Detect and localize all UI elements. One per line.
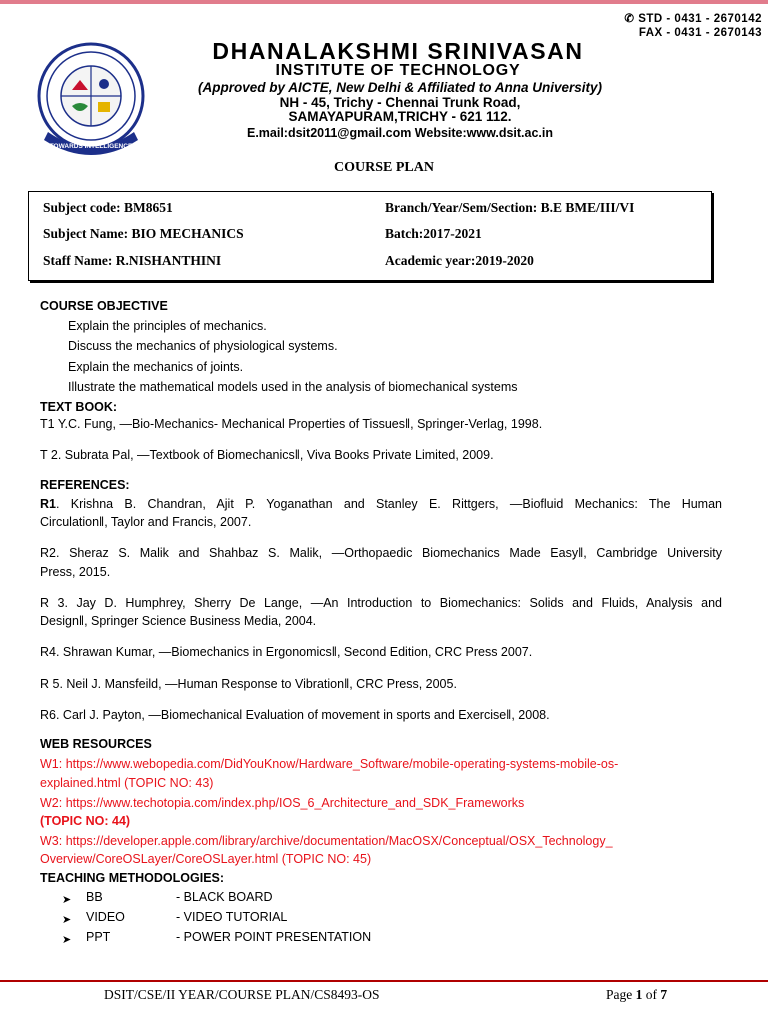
footer-doc-code: DSIT/CSE/II YEAR/COURSE PLAN/CS8493-OS [104,987,380,1002]
reference-r1-line2: Circulation‖, Taylor and Francis, 2007. [40,515,252,529]
page-prefix: Page [606,987,636,1002]
methods-heading: TEACHING METHODOLOGIES: [40,871,225,885]
reference-r6: R6. Carl J. Payton, ―Biomechanical Evaluation of movement in sports and Exercise‖, 2008. [40,708,550,722]
address-line-2: SAMAYAPURAM,TRICHY - 621 112. [288,109,512,124]
page-of: of [642,987,661,1002]
web-link-w1[interactable]: W1: https://www.webopedia.com/DidYouKnow/Hardware_Software/mobile-operating-systems-mobile-os- [40,757,619,771]
page-title: COURSE PLAN [334,160,434,175]
subject-name: Subject Name: BIO MECHANICS [43,226,244,241]
reference-r3-line2: Design‖, Springer Science Business Media, 2004. [40,614,317,628]
method-code: PPT [86,930,111,944]
top-color-bar [0,0,768,4]
method-desc: - POWER POINT PRESENTATION [176,930,372,944]
reference-r1-line1 [40,497,722,511]
objective-item: Illustrate the mathematical models used in the analysis of biomechanical systems [68,380,518,394]
reference-r5: R 5. Neil J. Mansfeild, ―Human Response to Vibration‖, CRC Press, 2005. [40,677,457,691]
approval-line: (Approved by AICTE, New Delhi & Affiliated to Anna University) [197,80,603,95]
subject-code: Subject code: BM8651 [43,200,173,215]
page-total: 7 [660,987,668,1002]
reference-r3-line1: R 3. Jay D. Humphrey, Sherry De Lange, ―An Introduction to Biomechanics: Solids and Fluids, Analysis and [40,596,722,610]
reference-r1-text: . Krishna B. Chandran, Ajit P. Yoganathan and Stanley E. Rittgers, ―Biofluid Mechanics: The Human [55,497,722,511]
references-heading: REFERENCES: [40,478,130,492]
contact-phones [624,12,762,40]
objective-item: Explain the mechanics of joints. [68,360,244,374]
fax-number: FAX - 0431 - 2670143 [638,27,762,39]
web-link-w2[interactable]: W2: https://www.techotopia.com/index.php/IOS_6_Architecture_and_SDK_Frameworks [40,796,525,810]
web-link-w1-cont[interactable]: explained.html (TOPIC NO: 43) [40,776,214,790]
method-code: BB [86,890,103,904]
web-link-w3[interactable]: W3: https://developer.apple.com/library/archive/documentation/MacOSX/Conceptual/OSX_Technology_ [40,834,613,848]
batch-info: Batch:2017-2021 [385,226,482,241]
objective-item: Discuss the mechanics of physiological systems. [68,339,338,353]
arrow-bullet-icon: ➤ [62,934,72,946]
email-website-line: E.mail:dsit2011@gmail.com Website:www.dsit.ac.in [246,126,554,140]
arrow-bullet-icon: ➤ [62,914,72,926]
institute-subtitle: INSTITUTE OF TECHNOLOGY [275,62,521,79]
address-line-1: NH - 45, Trichy - Chennai Trunk Road, [279,95,521,110]
footer-page-number [606,987,667,1003]
reference-r2-line2: Press, 2015. [40,565,111,579]
web-resources-heading: WEB RESOURCES [40,737,152,751]
textbook-t1: T1 Y.C. Fung, ―Bio-Mechanics- Mechanical Properties of Tissues‖, Springer-Verlag, 1998. [40,417,543,431]
web-topic-w2: (TOPIC NO: 44) [40,814,131,828]
textbook-heading: TEXT BOOK: [40,400,118,414]
objective-heading: COURSE OBJECTIVE [40,299,168,313]
institute-name: DHANALAKSHMI SRINIVASAN [212,38,584,64]
footer-rule [0,980,768,982]
arrow-bullet-icon: ➤ [62,894,72,906]
page-current: 1 [635,987,643,1002]
reference-r1-label: R1 [40,497,56,511]
staff-name: Staff Name: R.NISHANTHINI [43,253,222,268]
method-desc: - BLACK BOARD [176,890,273,904]
textbook-t2: T 2. Subrata Pal, ―Textbook of Biomechanics‖, Viva Books Private Limited, 2009. [40,448,494,462]
web-link-w3-cont[interactable]: Overview/CoreOSLayer/CoreOSLayer.html (TOPIC NO: 45) [40,852,372,866]
reference-r2-line1: R2. Sheraz S. Malik and Shahbaz S. Malik, ―Orthopaedic Biomechanics Made Easy‖, Cambridge University [40,546,722,560]
seal-motto: TOWARDS INTELLIGENCE [49,143,133,150]
institute-seal-logo [32,40,150,158]
branch-info: Branch/Year/Sem/Section: B.E BME/III/VI [385,200,635,215]
objective-item: Explain the principles of mechanics. [68,319,267,333]
method-desc: - VIDEO TUTORIAL [176,910,288,924]
std-number: ✆ STD - 0431 - 2670142 [624,13,762,25]
academic-year: Academic year:2019-2020 [385,253,534,268]
reference-r4: R4. Shrawan Kumar, ―Biomechanics in Ergonomics‖, Second Edition, CRC Press 2007. [40,645,533,659]
subject-info-box [28,191,712,281]
method-code: VIDEO [86,910,125,924]
